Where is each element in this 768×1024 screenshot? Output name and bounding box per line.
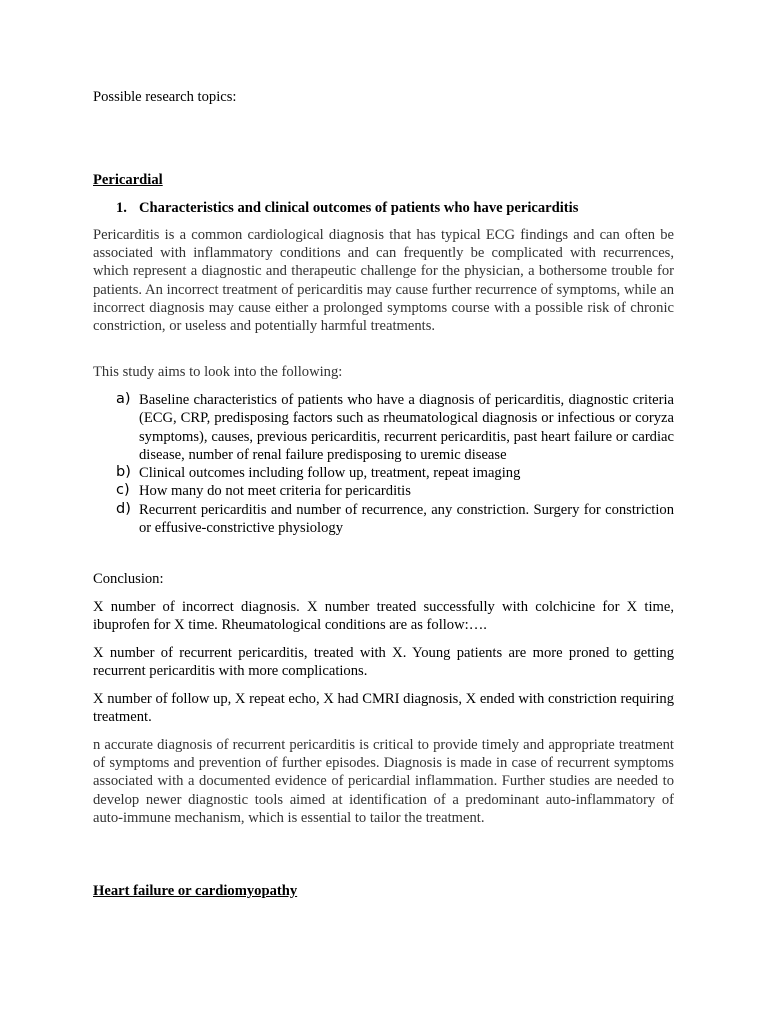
aims-intro: This study aims to look into the following: — [93, 364, 343, 380]
aim-marker-d: d) — [116, 500, 131, 517]
aim-text-a: Baseline characteristics of patients who have a diagnosis of pericarditis, diagnostic criteria (ECG, CRP, predisposing factors such as rheumatological diagnosis or infectious or coryza symptoms), causes, previous pericarditis, recurrent pericarditis, past heart failure or cardiac disease, number of renal failure predisposing to uremic disease — [139, 392, 674, 463]
aim-text-c: How many do not meet criteria for pericarditis — [139, 483, 411, 500]
aim-marker-b: b) — [116, 464, 131, 481]
closing-paragraph: n accurate diagnosis of recurrent pericarditis is critical to provide timely and appropriate treatment of symptoms and prevention of further episodes. Diagnosis is made in case of recurrent symptoms associated with a documented evidence of pericardial inflammation. Further studies are needed to develop newer diagnostic tools aimed at identification of a predominant auto-inflammatory of auto-immune mechanism, which is essential to tailor the treatment. — [93, 737, 674, 826]
topic-1-number: 1. — [116, 200, 127, 216]
aim-marker-a: a) — [116, 391, 131, 407]
aim-item-c — [116, 482, 674, 500]
topic-1-heading — [116, 199, 674, 217]
aim-text-d: Recurrent pericarditis and number of recurrence, any constriction. Surgery for constriction or effusive-constrictive physiology — [139, 501, 674, 537]
section-heading-pericardial: Pericardial — [93, 172, 163, 188]
background-paragraph: Pericarditis is a common cardiological diagnosis that has typical ECG findings and can often be associated with inflammatory conditions and can frequently be complicated with recurrences, which represent a diagnostic and therapeutic challenge for the physician, a bothersome trouble for patients. An incorrect treatment of pericarditis may cause further recurrence of symptoms, while an incorrect diagnosis may cause either a prolonged symptoms course with a possible risk of chronic constriction, or useless and potentially harmful treatments. — [93, 227, 674, 335]
intro-text: Possible research topics: — [93, 89, 237, 105]
conclusion-label: Conclusion: — [93, 571, 164, 587]
aim-marker-c: c) — [116, 482, 130, 499]
section-heading-heart-failure: Heart failure or cardiomyopathy — [93, 883, 298, 899]
topic-1-title: Characteristics and clinical outcomes of patients who have pericarditis — [139, 200, 579, 216]
aim-item-b — [116, 464, 674, 482]
conclusion-paragraph-2: X number of recurrent pericarditis, treated with X. Young patients are more proned to getting recurrent pericarditis with more complications. — [93, 645, 674, 680]
aim-item-d — [116, 501, 674, 538]
aims-list — [116, 391, 674, 537]
conclusion-paragraph-3: X number of follow up, X repeat echo, X had CMRI diagnosis, X ended with constriction requiring treatment. — [93, 691, 674, 726]
aim-text-b: Clinical outcomes including follow up, treatment, repeat imaging — [139, 465, 521, 482]
conclusion-paragraph-1: X number of incorrect diagnosis. X number treated successfully with colchicine for X time, ibuprofen for X time. Rheumatological conditions are as follow:…. — [93, 599, 674, 634]
aim-item-a — [116, 391, 674, 464]
